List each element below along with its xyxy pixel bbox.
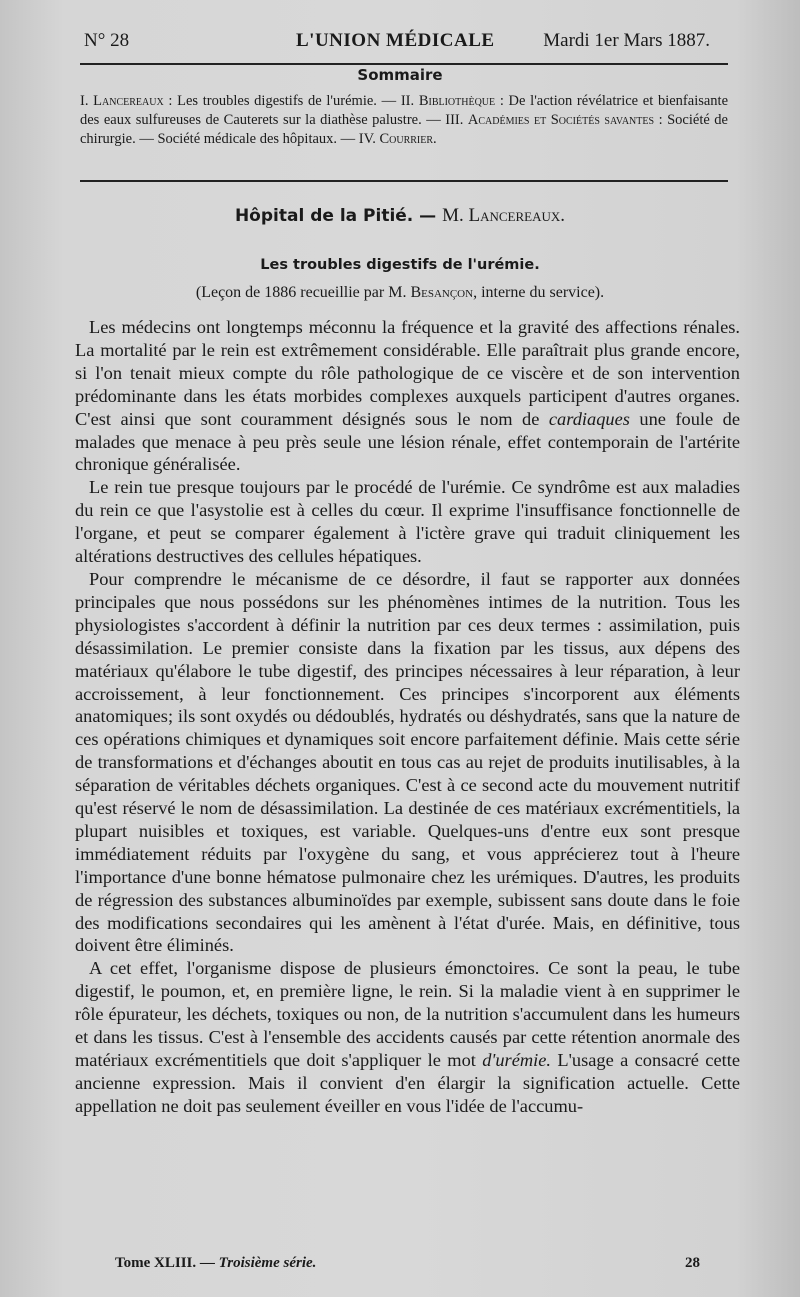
page-number: 28 bbox=[685, 1255, 700, 1271]
recorder-name: Besançon bbox=[410, 284, 474, 301]
sommaire-number: II. bbox=[400, 93, 415, 109]
sommaire-number: I. bbox=[80, 93, 89, 109]
paragraph: Le rein tue presque toujours par le procédé de l'urémie. Ce syndrôme est aux maladies du rein ce que l'asystolie est à celles du cœur. Il exprime l'insuffisance fonctionnelle de l'organe, et peut se comparer également à l'ictère grave qui traduit cliniquement les altérations destructives des cellules hépatiques. bbox=[75, 477, 740, 567]
paragraph: Les médecins ont longtemps méconnu la fréquence et la gravité des affections rénales. La mortalité par le rein est extrêmement considérable. Elle paraîtrait plus grande encore, si l'on tenait mieux compte du rôle pathologique de ce viscère et de son intervention prédominante dans les états morbides complexes auxquels participent d'autres organes. C'est ainsi que sont couramment désignés sous le nom de cardiaques une foule de malades que menace à peu près seule une lésion rénale, effet contemporain de l'artérite chronique généralisée. bbox=[75, 317, 740, 475]
author-name: M. Lancereaux. bbox=[442, 205, 566, 226]
sommaire-title: Sommaire bbox=[357, 66, 443, 84]
sommaire-number: IV. bbox=[358, 131, 376, 147]
hospital-heading: Hôpital de la Pitié. — M. Lancereaux. bbox=[234, 205, 566, 226]
volume-label: Tome XLIII. — Troisième série. bbox=[115, 1255, 317, 1271]
sommaire-number: III. bbox=[445, 112, 464, 128]
article-title: Les troubles digestifs de l'urémie. bbox=[260, 257, 540, 273]
journal-title: L'UNION MÉDICALE bbox=[296, 30, 495, 51]
sommaire-label: Courrier bbox=[379, 131, 434, 147]
sommaire-label: Lancereaux bbox=[93, 93, 164, 109]
article-body bbox=[75, 316, 740, 1118]
sommaire-label: Bibliothèque bbox=[418, 93, 496, 109]
sommaire-label: Académies et Sociétés savantes bbox=[467, 112, 655, 128]
paragraph: A cet effet, l'organisme dispose de plusieurs émonctoires. Ce sont la peau, le tube digestif, le poumon, et, en première ligne, le rein. Si la maladie vient à en supprimer le rôle épurateur, les déchets, toxiques ou non, de la nutrition s'accumulent dans les humeurs et dans les tissus. C'est à l'ensemble des accidents causés par cette rétention anormale des matériaux excrémentitiels que doit s'appliquer le mot d'urémie. L'usage a consacré cette ancienne expression. Mais il convient d'en élargir la signification actuelle. Cette appellation ne doit pas seulement éveiller en vous l'idée de l'accumu- bbox=[75, 958, 740, 1116]
issue-date: Mardi 1er Mars 1887. bbox=[543, 30, 710, 51]
sommaire-text: I. Lancereaux : Les troubles digestifs de l'urémie. — II. Bibliothèque : De l'action révélatrice et bienfaisante des eaux sulfureuses de Cauterets sur la diathèse palustre. — III. Académies et Sociétés savantes : Société de chirurgie. — Société médicale des hôpitaux. — IV. Courrier. bbox=[80, 93, 729, 147]
page-footer bbox=[115, 1255, 700, 1275]
paragraph: Pour comprendre le mécanisme de ce désordre, il faut se rapporter aux données principales que nous possédons sur les phénomènes intimes de la nutrition. Tous les physiologistes s'accordent à définir la nutrition par ces deux termes : assimilation, puis désassimilation. Le premier consiste dans la fixation par les tissus, aux dépens des matériaux qu'élabore le tube digestif, des principes nécessaires à leur réparation, à leur accroissement, à leur fonctionnement. Ces principes s'incorporent aux éléments anatomiques; ils sont oxydés ou dédoublés, hydratés ou déshydratés, sans que la nature de ces opérations chimiques et dynamiques soit encore parfaitement définie. Mais cette série de transformations et d'échanges aboutit en tous cas au rejet de produits inutilisables, à la séparation de véritables déchets organiques. C'est à ce second acte du mouvement nutritif qu'est réservé le nom de désassimilation. La destinée de ces matériaux excrémentitiels, la plupart nuisibles et toxiques, est variable. Quelques-uns d'entre eux sont presque immédiatement réduits par l'oxygène du sang, et vous apprécierez tout à l'heure l'importance d'une bonne hématose pulmonaire chez les urémiques. D'autres, les produits de régression des substances albuminoïdes par exemple, subissent sans doute dans le foie des modifications secondaires qui les amènent à l'état d'urée. Mais, en définitive, tous doivent être éliminés. bbox=[75, 568, 740, 956]
sommaire-rule bbox=[80, 180, 728, 182]
issue-number: N° 28 bbox=[84, 30, 130, 51]
header-rule bbox=[80, 63, 728, 65]
lesson-note: (Leçon de 1886 recueillie par M. Besançon, interne du service). bbox=[195, 284, 605, 301]
page-header bbox=[84, 30, 710, 60]
